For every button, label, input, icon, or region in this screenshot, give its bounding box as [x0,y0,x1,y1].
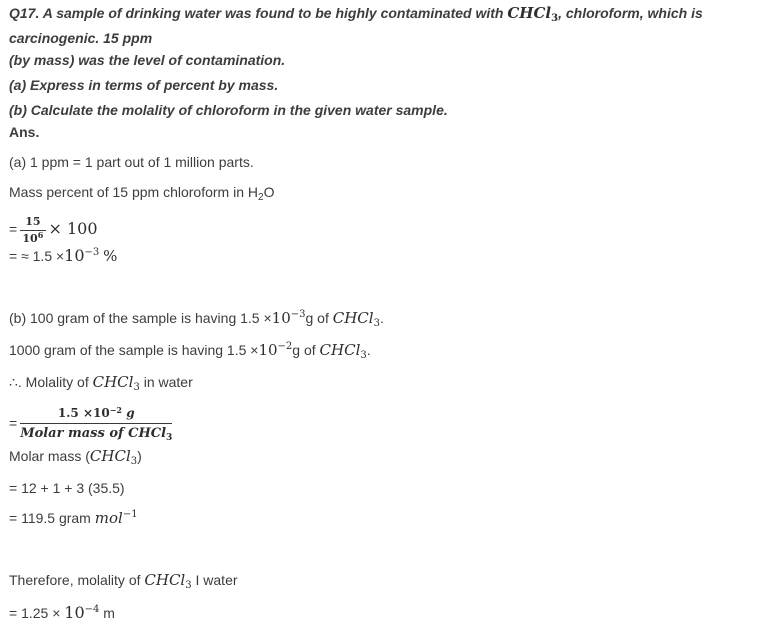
beq-num-unit: g [126,406,135,420]
eq1-equals: = [9,221,18,238]
final-unit: m [99,605,115,621]
section-gap-1 [9,280,748,310]
beq-den-pre: Molar mass of [20,426,129,441]
question-text [9,2,748,71]
b100-exponent: −3 [290,309,306,320]
final-result-line [9,604,748,624]
chcl3-formula [320,341,367,359]
chcl3-base: CHCl [92,373,134,391]
beq-num-pre: 1.5 × [57,406,94,420]
question-line1-post: , chloroform, which is carcinogenic. 15 ppm [9,5,703,46]
b1000-end: . [366,342,371,358]
b100-pre: (b) 100 gram of the sample is having 1.5 × [9,310,272,326]
chcl3-formula [90,447,137,465]
mol-unit: mol [94,509,123,527]
chcl3-base: CHCl [332,309,374,327]
answer-a-mass-line [9,184,748,203]
chcl3-formula [93,373,140,391]
eq2-exponent: −3 [84,247,100,258]
answer-a-ppm-line: (a) 1 ppm = 1 part out of 1 million parts. [9,154,254,170]
chcl3-formula [128,426,172,441]
final-eq-pre: = 1.25 × [9,605,65,621]
chcl3-formula [507,4,558,22]
chcl3-subscript: 3 [373,318,380,329]
mass-percent-pre: Mass percent of 15 ppm chloroform in H [9,184,258,200]
question-line-1 [9,2,748,49]
b100-mid: g of [305,310,333,326]
chcl3-base: CHCl [507,4,552,22]
chcl3-base: CHCl [319,341,361,359]
beq-equals: = [9,415,18,432]
molar-mass-result-line [9,510,748,529]
chcl3-formula [144,571,191,589]
chcl3-subscript: 3 [185,580,192,591]
beq-num-base: 10 [93,406,110,420]
fraction-numerator: 15 [20,216,45,231]
eq1-times-100: × 100 [48,219,98,239]
fraction-mass-over-molar-mass [20,406,172,443]
question-part-a: (a) Express in terms of percent by mass. [9,77,279,93]
b1000-base-ten: 10 [258,341,278,359]
eq2-pre: = ≈ 1.5 × [9,248,65,264]
section-gap-2 [9,542,748,572]
b1000-mid: g of [292,342,320,358]
molar-mass-heading [9,448,748,467]
b1000-pre: 1000 gram of the sample is having 1.5 × [9,342,259,358]
eq2-base-ten: 10 [64,246,85,265]
chcl3-base: CHCl [144,571,186,589]
chcl3-subscript: 3 [360,350,367,361]
fraction-denominator [20,424,172,443]
final-pre: Therefore, molality of [9,572,145,588]
question-part-b: (b) Calculate the molality of chloroform in the given water sample. [9,102,448,118]
therefore-molality-line [9,374,748,393]
final-base-ten: 10 [64,603,85,622]
chcl3-subscript: 3 [133,382,140,393]
den-base: 10 [22,232,38,245]
question-line-2: (by mass) was the level of contamination. [9,52,286,68]
fraction-denominator [20,231,45,245]
beq-num-exponent: −2 [109,405,122,415]
den-exponent: 6 [37,230,44,240]
answer-b-100g-line [9,310,748,329]
question-line1-pre: Q17. A sample of drinking water was found to be highly contaminated with [9,5,508,21]
chcl3-base: CHCl [89,447,131,465]
equation-molality-fraction [9,406,748,443]
molar-mass-sum-line: = 12 + 1 + 3 (35.5) [9,480,125,496]
b100-end: . [379,310,384,326]
molar-post: ) [137,448,142,464]
final-exponent: −4 [84,604,100,615]
final-statement-line [9,572,748,591]
final-post: I water [191,572,238,588]
b100-base-ten: 10 [271,309,291,327]
equation-mass-percent [9,216,748,245]
answer-b-1000g-line [9,342,748,361]
mol-unit-exponent: −1 [122,509,138,520]
chcl3-formula [333,309,380,327]
h2o-subscript: 2 [258,192,264,203]
b1000-exponent: −2 [277,341,293,352]
therefore-pre: ∴. Molality of [9,374,93,390]
mass-percent-post: O [263,184,275,200]
molar-result-pre: = 119.5 gram [9,510,95,526]
chcl3-subscript: 3 [551,13,559,24]
therefore-post: in water [139,374,193,390]
molar-pre: Molar mass ( [9,448,90,464]
answer-label: Ans. [9,124,40,140]
equation-mass-percent-result [9,247,748,267]
chcl3-base: CHCl [128,426,167,441]
fraction-15-over-1e6 [20,216,45,245]
percent-sign: % [103,247,118,265]
chcl3-subscript: 3 [166,433,173,443]
fraction-numerator [20,406,172,424]
chcl3-subscript: 3 [130,456,138,467]
